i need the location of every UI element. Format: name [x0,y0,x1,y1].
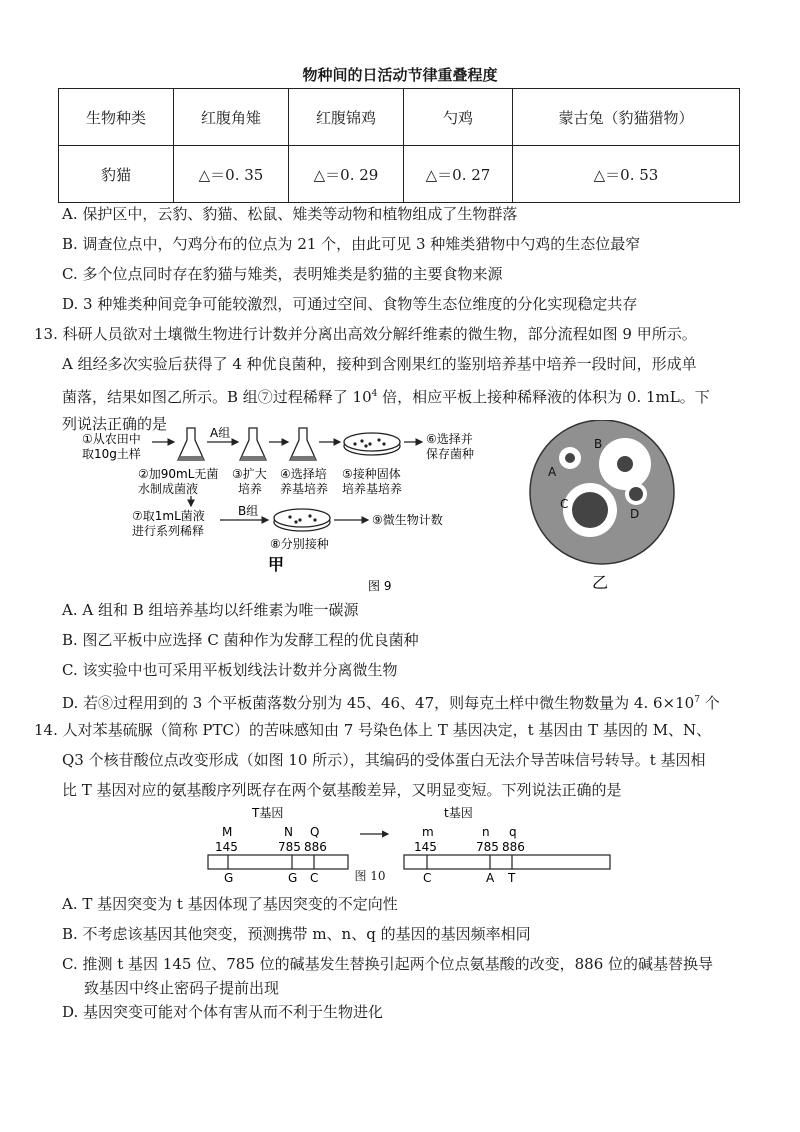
figure-yi-label: 乙 [592,573,609,592]
step3-line1: ③扩大 [232,467,267,481]
q13-option-d: D. 若⑧过程用到的 3 个平板菌落数分别为 45、46、47，则每克土样中微生物数量为 4. $6\times 10^7$ 个 [62,694,720,712]
step2-line1: ②加90mL无菌 [138,467,219,481]
table-header-cell: 生物种类 [59,89,174,146]
q14-option-d: D. 基因突变可能对个体有害从而不利于生物进化 [62,1003,384,1021]
colony-c-label: C [560,497,569,511]
table-row [59,146,740,203]
t-gene-title: T基因 [252,806,284,820]
q13-stem-line2: A 组经多次实验后获得了 4 种优良菌种，接种到含刚果红的鉴别培养基中培养一段时间，形成单 [62,355,697,373]
step7-line2: 进行系列稀释 [132,524,205,538]
step6-line2: 保存菌种 [426,447,475,461]
q13-option-b: B. 图乙平板中应选择 C 菌种作为发酵工程的优良菌种 [62,631,419,649]
pos-886: 886 [502,840,525,854]
colony-d-label: D [630,507,640,521]
step8-label: ⑧分别接种 [270,537,329,551]
step6-line1: ⑥选择并 [426,432,473,446]
group-b-label: B组 [238,504,259,518]
q14-stem-line2: Q3 个核苷酸位点改变形成（如图 10 所示），其编码的受体蛋白无法介导苦味信号转导。t 基因相 [62,751,706,769]
q14-option-a: A. T 基因突变为 t 基因体现了基因突变的不定向性 [62,895,398,913]
table-header-cell: 勺鸡 [404,89,513,146]
colony-a-label: A [548,465,557,479]
pos-785: 785 [278,840,301,854]
colony-c [572,492,608,528]
table-cell: △＝0. 53 [513,146,740,203]
step4-line2: 养基培养 [280,482,329,496]
q12-option-b: B. 调查位点中，勺鸡分布的位点为 21 个，由此可见 3 种雉类猎物中勺鸡的生态位最窄 [62,235,641,253]
q12-option-d: D. 3 种雉类种间竞争可能较激烈，可通过空间、食物等生态位维度的分化实现稳定共存 [62,295,638,313]
step1-line2: 取10g土样 [82,447,141,461]
q13-option-c: C. 该实验中也可采用平板划线法计数并分离微生物 [62,661,398,679]
table-cell: △＝0. 35 [174,146,289,203]
figure-jia-label: 甲 [268,555,285,574]
q14-option-b: B. 不考虑该基因其他突变，预测携带 m、n、q 的基因的基因频率相同 [62,925,531,943]
table-cell: △＝0. 27 [404,146,513,203]
colony-b [617,456,633,472]
table-header-cell: 红腹角雉 [174,89,289,146]
flask-icon [240,428,266,460]
site-m-label: M [222,825,233,839]
table-cell: △＝0. 29 [289,146,404,203]
q14-option-c: C. 推测 t 基因 145 位、785 位的碱基发生替换引起两个位点氨基酸的改变，886 位的碱基替换导 [62,955,714,973]
colony-d [629,487,643,501]
site-n-label: N [284,825,293,839]
step4-line1: ④选择培 [280,467,327,481]
overlap-table [58,88,740,203]
site-n-label: n [482,825,490,839]
colony-b-label: B [594,437,603,451]
base-label: C [310,871,319,885]
step1-line1: ①从农田中 [82,432,141,446]
site-m-label: m [422,825,434,839]
figure-9-caption: 图 9 [368,579,392,593]
q14-option-c-cont: 致基因中终止密码子提前出现 [84,979,280,997]
flask-icon [178,428,204,460]
step5-line2: 培养基培养 [342,482,403,496]
base-label: G [288,871,298,885]
step7-line1: ⑦取1mL菌液 [132,509,205,523]
q13-stem-line4: 列说法正确的是 [62,415,168,433]
liquid-icon [240,456,266,460]
pos-886: 886 [304,840,327,854]
q14-stem-line3: 比 T 基因对应的氨基酸序列既存在两个氨基酸差异，又明显变短。下列说法正确的是 [62,781,622,799]
pos-785: 785 [476,840,499,854]
base-label: A [486,871,495,885]
step9-label: ⑨微生物计数 [372,513,443,527]
step5-line1: ⑤接种固体 [342,467,401,481]
pos-145: 145 [215,840,238,854]
table-header-row [59,89,740,146]
flask-icon [290,428,316,460]
colony-a [565,453,575,463]
site-q-label: Q [310,825,320,839]
q13-stem-line3: 菌落，结果如图乙所示。B 组⑦过程稀释了 $10^4$ 倍，相应平板上接种稀释液的体积为 0. 1mL。下 [62,388,710,406]
figure-10-caption: 图 10 [354,869,386,883]
figure-9 [70,420,730,610]
table-title: 物种间的日活动节律重叠程度 [302,66,498,84]
base-label: G [224,871,234,885]
base-label: T [508,871,516,885]
q14-stem-line1: 14. 人对苯基硫脲（简称 PTC）的苦味感知由 7 号染色体上 T 基因决定，t 基因由 T 基因的 M、N、 [34,721,712,739]
q12-option-a: A. 保护区中，云豹、豹猫、松鼠、雉类等动物和植物组成了生物群落 [62,205,518,223]
q13-option-a: A. A 组和 B 组培养基均以纤维素为唯一碳源 [62,601,359,619]
group-a-label: A组 [210,426,231,440]
table-header-cell: 红腹锦鸡 [289,89,404,146]
t-mutant-title: t基因 [444,806,473,820]
site-q-label: q [509,825,517,839]
liquid-icon [178,456,204,460]
liquid-icon [290,456,316,460]
table-header-cell: 蒙古兔（豹猫猎物） [513,89,740,146]
pos-145: 145 [414,840,437,854]
q13-stem-line1: 13. 科研人员欲对土壤微生物进行计数并分离出高效分解纤维素的微生物，部分流程如图 9 甲所示。 [34,325,697,343]
q12-option-c: C. 多个位点同时存在豹猫与雉类，表明雉类是豹猫的主要食物来源 [62,265,503,283]
step3-line2: 培养 [238,482,263,496]
step2-line2: 水制成菌液 [138,482,199,496]
table-cell: 豹猫 [59,146,174,203]
base-label: C [423,871,432,885]
